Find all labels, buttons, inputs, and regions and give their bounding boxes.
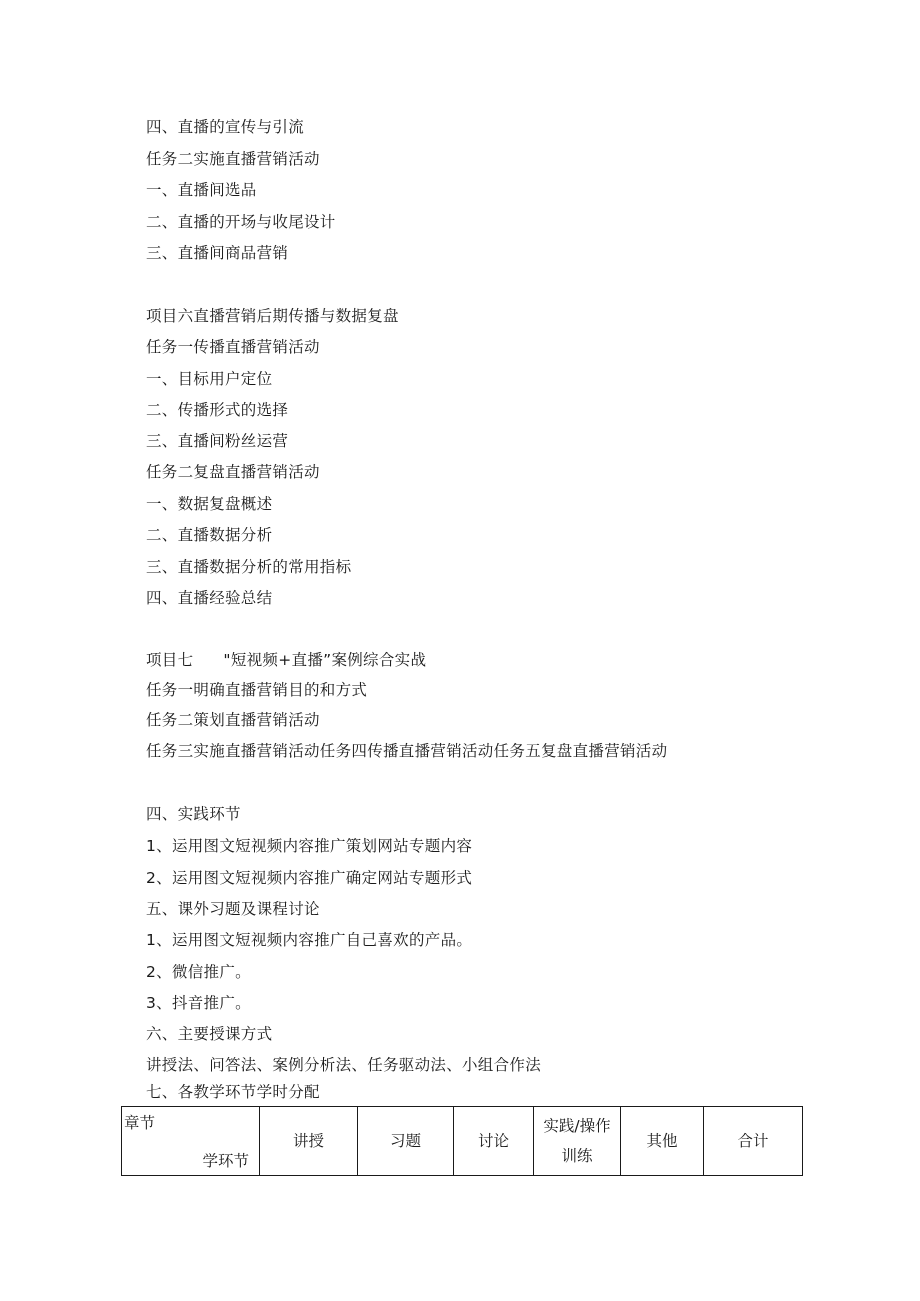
project7-title: "短视频+直播”案例综合实战 [223, 651, 427, 669]
list-item: 2、微信推广。 [146, 963, 251, 981]
corner-top-label: 章节 [124, 1114, 156, 1132]
section-heading: 四、实践环节 [146, 805, 241, 823]
column-header [534, 1107, 621, 1176]
outline-line: 一、数据复盘概述 [146, 495, 273, 513]
section-heading: 七、各教学环节学时分配 [146, 1083, 320, 1101]
outline-line: 任务二策划直播营销活动 [146, 711, 320, 729]
list-item: 1、运用图文短视频内容推广策划网站专题内容 [146, 837, 473, 855]
column-header-line: 实践/操作 [543, 1117, 611, 1135]
project7-label: 项目七 [146, 651, 194, 669]
column-header: 合计 [704, 1107, 803, 1176]
table-header-row [122, 1107, 803, 1176]
column-header: 其他 [621, 1107, 704, 1176]
section-heading: 六、主要授课方式 [146, 1025, 273, 1043]
hours-table [121, 1106, 803, 1176]
outline-line: 三、直播数据分析的常用指标 [146, 558, 352, 576]
outline-line: 一、直播间选品 [146, 181, 257, 199]
outline-line: 一、目标用户定位 [146, 370, 273, 388]
corner-bottom-label: 学环节 [202, 1152, 249, 1170]
outline-line: 任务一明确直播营销目的和方式 [146, 681, 368, 699]
outline-line: 四、直播经验总结 [146, 589, 273, 607]
project-heading: 项目六直播营销后期传播与数据复盘 [146, 307, 399, 325]
section-heading: 五、课外习题及课程讨论 [146, 900, 320, 918]
outline-line: 二、传播形式的选择 [146, 401, 289, 419]
column-header: 讲授 [260, 1107, 358, 1176]
outline-line: 三、直播间商品营销 [146, 244, 289, 262]
outline-line: 二、直播数据分析 [146, 526, 273, 544]
column-header-line: 训练 [561, 1147, 593, 1165]
outline-line: 任务一传播直播营销活动 [146, 338, 320, 356]
outline-line: 任务二实施直播营销活动 [146, 150, 320, 168]
list-item: 1、运用图文短视频内容推广自己喜欢的产品。 [146, 931, 473, 949]
outline-line: 任务二复盘直播营销活动 [146, 463, 320, 481]
project-heading [146, 650, 426, 670]
column-header: 习题 [358, 1107, 454, 1176]
teaching-methods: 讲授法、问答法、案例分析法、任务驱动法、小组合作法 [146, 1056, 542, 1074]
corner-header-cell [122, 1107, 260, 1176]
column-header: 讨论 [454, 1107, 534, 1176]
outline-line: 任务三实施直播营销活动任务四传播直播营销活动任务五复盘直播营销活动 [146, 742, 668, 760]
outline-line: 二、直播的开场与收尾设计 [146, 213, 336, 231]
outline-line: 四、直播的宣传与引流 [146, 118, 305, 136]
outline-line: 三、直播间粉丝运营 [146, 432, 289, 450]
list-item: 2、运用图文短视频内容推广确定网站专题形式 [146, 869, 473, 887]
list-item: 3、抖音推广。 [146, 994, 251, 1012]
